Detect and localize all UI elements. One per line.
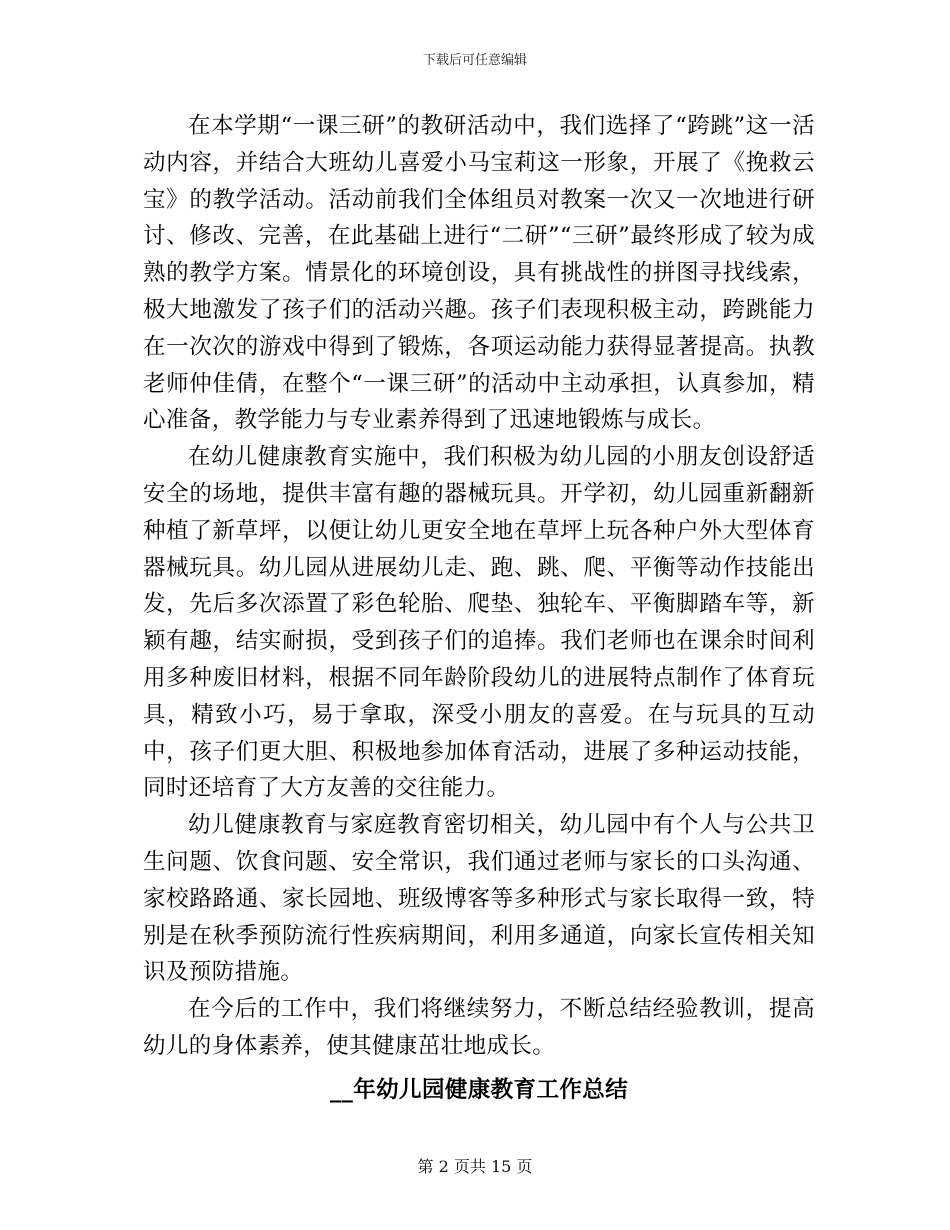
paragraph-family-education: 幼儿健康教育与家庭教育密切相关，幼儿园中有个人与公共卫生问题、饮食问题、安全常识，我们通过老师与家长的口头沟通、家校路路通、家长园地、班级博客等多种形式与家长取得一致，特别是在秋季预防流行性疾病期间，利用多通道，向家长宣传相关知识及预防措施。 [143, 812, 815, 986]
page-header-note: 下载后可任意编辑 [422, 53, 527, 68]
section-title: __年幼儿园健康教育工作总结 [329, 1076, 629, 1103]
paragraph-teaching-research: 在本学期“一课三研”的教研活动中，我们选择了“跨跳”这一活动内容，并结合大班幼儿喜爱小马宝莉这一形象，开展了《挽救云宝》的教学活动。活动前我们全体组员对教案一次又一次地进行研讨、修改、完善，在此基础上进行“二研”“三研”最终形成了较为成熟的教学方案。情景化的环境创设，具有挑战性的拼图寻找线索，极大地激发了孩子们的活动兴趣。孩子们表现积极主动，跨跳能力在一次次的游戏中得到了锻炼，各项运动能力获得显著提高。执教老师仲佳倩，在整个“一课三研”的活动中主动承担，认真参加，精心准备，教学能力与专业素养得到了迅速地锻炼与成长。 [143, 113, 815, 434]
page-number: 第 2 页共 15 页 [417, 1157, 533, 1176]
paragraph-equipment: 在幼儿健康教育实施中，我们积极为幼儿园的小朋友创设舒适安全的场地，提供丰富有趣的器械玩具。开学初，幼儿园重新翻新种植了新草坪，以便让幼儿更安全地在草坪上玩各种户外大型体育器械玩具。幼儿园从进展幼儿走、跑、跳、爬、平衡等动作技能出发，先后多次添置了彩色轮胎、爬垫、独轮车、平衡脚踏车等，新颖有趣，结实耐损，受到孩子们的追捧。我们老师也在课余时间利用多种废旧材料，根据不同年龄阶段幼儿的进展特点制作了体育玩具，精致小巧，易于拿取，深受小朋友的喜爱。在与玩具的互动中，孩子们更大胆、积极地参加体育活动，进展了多种运动技能，同时还培育了大方友善的交往能力。 [143, 444, 815, 802]
paragraph-future-work: 在今后的工作中，我们将继续努力，不断总结经验教训，提高幼儿的身体素养，使其健康茁壮地成长。 [143, 996, 815, 1059]
document-body [143, 108, 815, 1108]
